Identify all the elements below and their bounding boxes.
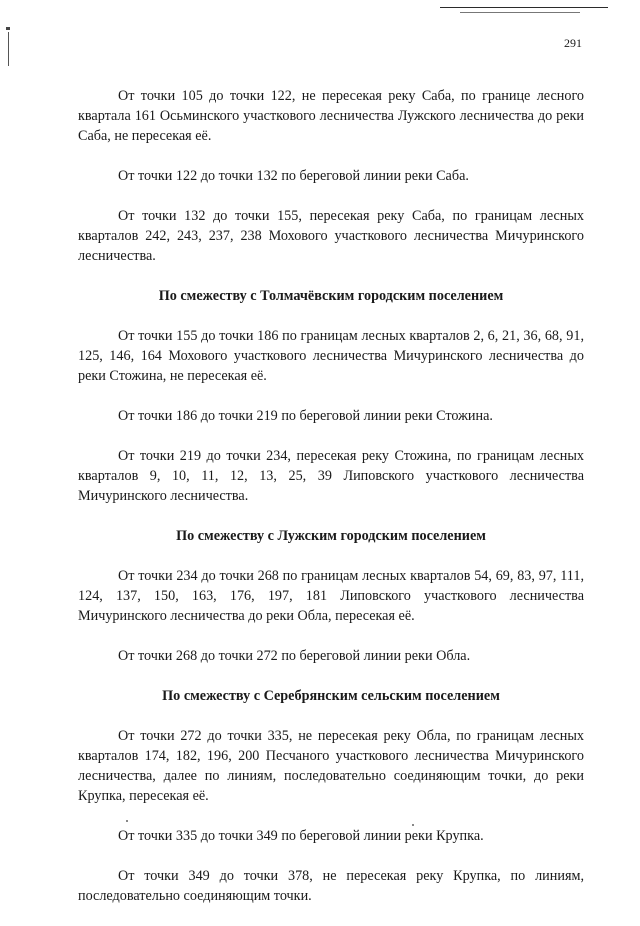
scan-speck (412, 824, 414, 826)
paragraph: От точки 132 до точки 155, пересекая реку Саба, по границам лесных кварталов 242, 243, 237, 238 Мохового участкового лесничества Мичуринского лесничества. (78, 208, 584, 264)
scan-edge-line-thin (460, 12, 580, 13)
paragraph: От точки 349 до точки 378, не пересекая реку Крупка, по линиям, последовательно соединяющим точки. (78, 868, 584, 904)
scan-speck (126, 820, 128, 822)
paragraph: От точки 268 до точки 272 по береговой линии реки Обла. (118, 648, 471, 664)
paragraph: От точки 186 до точки 219 по береговой линии реки Стожина. (118, 408, 493, 424)
section-heading: По смежеству с Серебрянским сельским поселением (162, 688, 500, 704)
scan-margin-mark (6, 27, 10, 30)
paragraph: От точки 105 до точки 122, не пересекая реку Саба, по границе лесного квартала 161 Осьминского участкового лесничества Лужского лесничества до реки Саба, не пересекая её. (78, 88, 584, 144)
section-heading: По смежеству с Лужским городским поселением (176, 528, 486, 544)
scan-margin-line (8, 32, 9, 66)
page-number: 291 (564, 36, 582, 50)
paragraph: От точки 335 до точки 349 по береговой линии реки Крупка. (118, 828, 484, 844)
paragraph: От точки 219 до точки 234, пересекая реку Стожина, по границам лесных кварталов 9, 10, 11, 12, 13, 25, 39 Липовского участкового лесничества Мичуринского лесничества. (78, 448, 584, 504)
document-body (78, 86, 584, 926)
section-heading: По смежеству с Толмачёвским городским поселением (158, 288, 504, 304)
scan-edge-line (440, 7, 608, 8)
paragraph: От точки 122 до точки 132 по береговой линии реки Саба. (118, 168, 469, 184)
paragraph: От точки 155 до точки 186 по границам лесных кварталов 2, 6, 21, 36, 68, 91, 125, 146, 164 Мохового участкового лесничества Мичуринского лесничества до реки Стожина, не пересекая её. (78, 328, 584, 384)
paragraph: От точки 272 до точки 335, не пересекая реку Обла, по границам лесных кварталов 174, 182, 196, 200 Песчаного участкового лесничества Мичуринского лесничества, далее по линиям, последовательно соединяющим точки, до реки Крупка, пересекая её. (78, 728, 584, 804)
paragraph: От точки 234 до точки 268 по границам лесных кварталов 54, 69, 83, 97, 111, 124, 137, 150, 163, 176, 197, 181 Липовского участкового лесничества Мичуринского лесничества до реки Обла, пересекая её. (78, 568, 584, 624)
